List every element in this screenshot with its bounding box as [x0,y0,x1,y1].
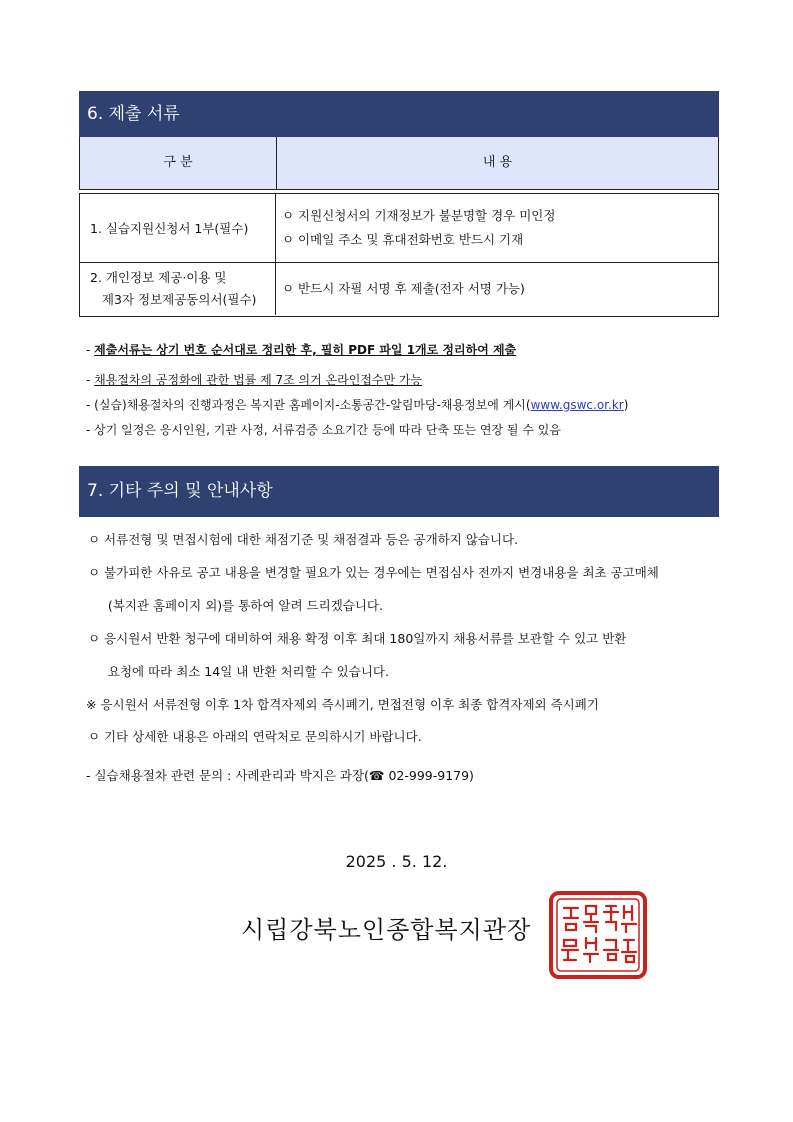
document-date: 2025 . 5. 12. [345,852,448,871]
note-prefix: - [86,373,95,387]
header-contents: 내 용 [482,155,513,170]
header-category: 구 분 [80,137,277,189]
documents-table [79,193,719,317]
row-category [80,194,276,262]
category-line: 1. 실습지원신청서 1부(필수) [90,221,249,236]
documents-table-header [79,137,719,190]
note-text-end: ) [623,398,629,412]
row-contents [276,263,718,315]
section-6-title: 6. 제출 서류 [87,104,180,124]
note-text: - (실습)채용절차의 진행과정은 복지관 홈페이지-소통공간-알림마당-채용정보에 게시( [86,398,531,412]
category-line: 2. 개인정보 제공·이용 및 [90,270,227,285]
note-1 [86,341,516,358]
guide-item: ※ 응시원서 서류전형 이후 1차 합격자제외 즉시폐기, 면접전형 이후 최종 합격자제외 즉시폐기 [86,697,599,712]
table-row [80,263,718,315]
note-4: - 상기 일정은 응시인원, 기관 사정, 서류검증 소요기간 등에 따라 단축 또는 연장 될 수 있음 [86,423,561,437]
category-line: 제3자 정보제공동의서(필수) [90,292,257,307]
note-2 [86,371,422,388]
guide-item: ㅇ 서류전형 및 면접시험에 대한 채점기준 및 채점결과 등은 공개하지 않습니다. [88,532,519,547]
guide-item: (복지관 홈페이지 외)를 통하여 알려 드리겠습니다. [88,598,383,613]
official-seal [548,890,648,980]
row-category [80,263,276,315]
contact-line: - 실습채용절차 관련 문의 : 사례관리과 박지은 과장(☎ 02-999-9179) [86,768,474,783]
note-3 [86,396,628,413]
content-line: ㅇ 이메일 주소 및 휴대전화번호 반드시 기재 [282,232,524,247]
section-6-title-bar [79,91,719,137]
section-7-title: 7. 기타 주의 및 안내사항 [87,481,273,501]
note-prefix: - [86,343,95,357]
row-contents [276,194,718,262]
content-line: ㅇ 지원신청서의 기재정보가 불분명할 경우 미인정 [282,208,556,223]
guide-item: ㅇ 응시원서 반환 청구에 대비하여 채용 확정 이후 최대 180일까지 채용서류를 보관할 수 있고 반환 [88,631,627,646]
note-underlined-text: 채용절차의 공정화에 관한 법률 제 7조 의거 온라인접수만 가능 [94,373,423,387]
guide-item: 요청에 따라 최소 14일 내 반환 처리할 수 있습니다. [88,664,389,679]
website-link[interactable]: www.gswc.or.kr [530,398,624,412]
note-bold-text: 제출서류는 상기 번호 순서대로 정리한 후, 필히 PDF 파일 1개로 정리하여 제출 [94,343,517,357]
content-line: ㅇ 반드시 자필 서명 후 제출(전자 서명 가능) [282,281,525,296]
organization-name: 시립강북노인종합복지관장 [241,916,532,944]
section-7-title-bar [79,466,719,517]
guide-item: ㅇ 기타 상세한 내용은 아래의 연락처로 문의하시기 바랍니다. [88,729,422,744]
table-row [80,194,718,263]
guide-item: ㅇ 불가피한 사유로 공고 내용을 변경할 필요가 있는 경우에는 면접심사 전까지 변경내용을 최초 공고매체 [88,565,659,580]
